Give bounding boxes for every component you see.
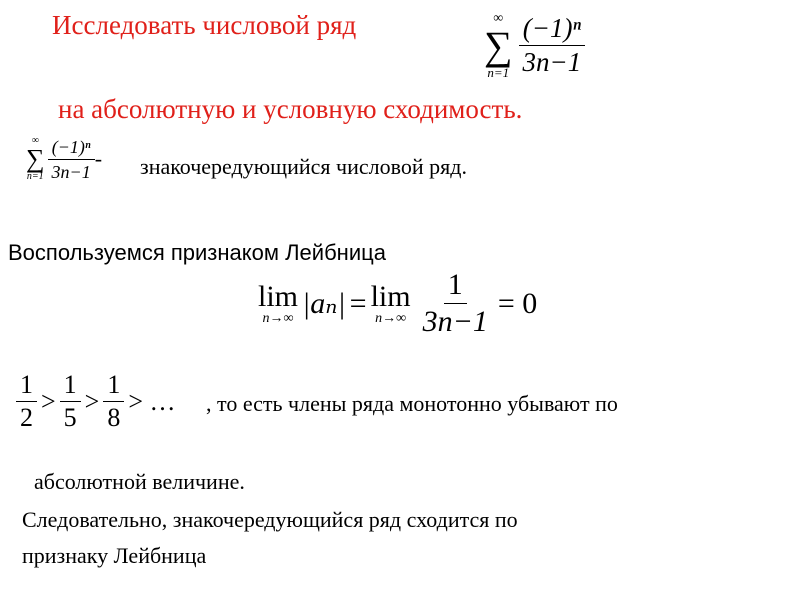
leibniz-heading: Воспользуемся признаком Лейбница: [8, 240, 386, 265]
series-term-fraction: [519, 15, 586, 76]
fraction-numerator-small: (−1)ⁿ: [48, 138, 95, 160]
equals-1: =: [349, 286, 367, 320]
sum-operator-small: [26, 136, 45, 182]
limit-numerator: 1: [444, 270, 467, 304]
lim-subscript-1: n→∞: [262, 310, 294, 326]
sum-symbol: ∑: [484, 23, 513, 68]
fifth-denominator: 5: [63, 403, 77, 432]
lim-word-2: lim: [370, 279, 411, 313]
eighth-denominator: 8: [107, 403, 121, 432]
series-formula: [484, 12, 585, 79]
abs-term: |aₙ|: [302, 287, 346, 320]
fraction-one-eighth: [103, 372, 124, 431]
sum-lower-limit: n=1: [487, 65, 510, 80]
conclusion-line-1: Следовательно, знакочередующийся ряд сходится по: [22, 507, 518, 532]
fraction-denominator-small: 3n−1: [51, 161, 91, 182]
series-formula-small: [26, 136, 102, 182]
limit-operator-1: [258, 279, 299, 326]
equals-zero: = 0: [497, 286, 538, 320]
fraction-one-half: [16, 372, 37, 431]
limit-denominator: 3n−1: [422, 305, 488, 338]
series-term-fraction-small: [48, 138, 95, 181]
monotone-text: , то есть члены ряда монотонно убывают по: [206, 391, 618, 416]
absolute-value-text: абсолютной величине.: [34, 469, 245, 494]
sum-operator: [484, 12, 513, 79]
greater-than-2: >: [84, 386, 100, 416]
inequality-tail: > …: [128, 386, 176, 416]
limit-formula: [258, 270, 537, 337]
fraction-denominator: 3n−1: [522, 47, 582, 77]
sum-symbol-small: ∑: [26, 144, 45, 173]
page-title: Исследовать числовой ряд: [52, 10, 357, 40]
page-subtitle: на абсолютную и условную сходимость.: [58, 94, 523, 124]
sum-upper-limit-small: ∞: [31, 135, 39, 146]
half-denominator: 2: [20, 403, 33, 432]
inequality-chain: [16, 372, 176, 431]
limit-fraction: [419, 270, 492, 337]
half-numerator: 1: [16, 372, 37, 402]
greater-than-1: >: [41, 386, 56, 416]
alternating-series-text: знакочередующийся числовой ряд.: [140, 154, 467, 179]
dash: -: [94, 146, 103, 171]
lim-word-1: lim: [258, 279, 299, 313]
fraction-one-fifth: [60, 372, 81, 431]
lim-subscript-2: n→∞: [375, 310, 407, 326]
limit-operator-2: [370, 279, 411, 326]
fifth-numerator: 1: [60, 372, 81, 402]
sum-upper-limit: ∞: [493, 11, 504, 26]
sum-lower-limit-small: n=1: [26, 171, 44, 182]
fraction-numerator: (−1)ⁿ: [519, 15, 585, 46]
conclusion-line-2: признаку Лейбница: [22, 543, 207, 568]
eighth-numerator: 1: [103, 372, 124, 402]
